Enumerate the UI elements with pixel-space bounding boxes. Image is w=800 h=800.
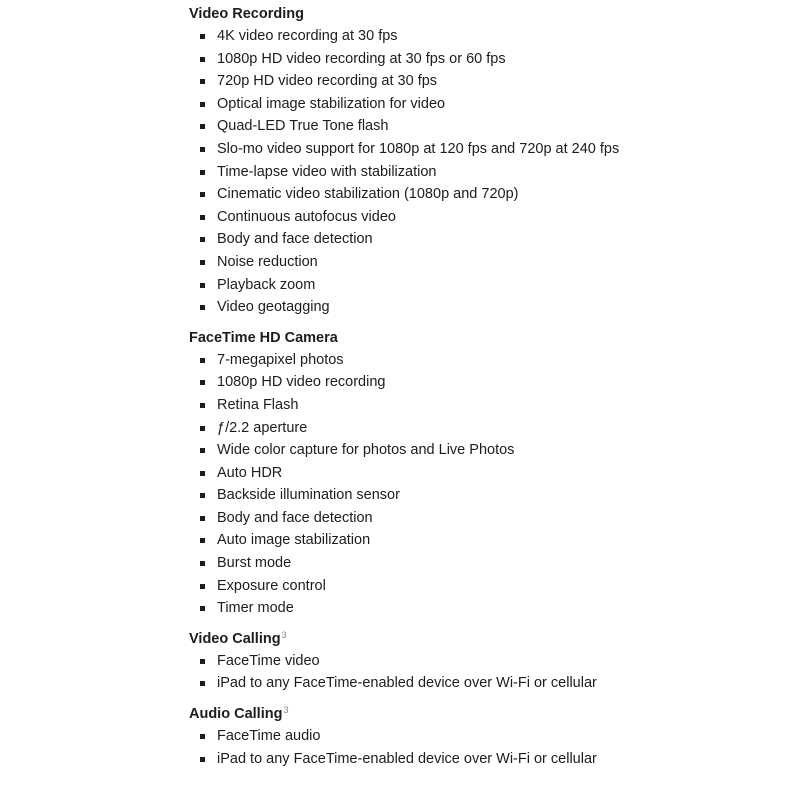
spec-page xyxy=(189,0,789,775)
list-item xyxy=(189,274,789,297)
list-item xyxy=(189,650,789,673)
list-item xyxy=(189,25,789,48)
bullet-square-icon xyxy=(200,448,205,453)
list-item xyxy=(189,371,789,394)
list-item-text: Optical image stabilization for video xyxy=(217,95,446,112)
bullet-square-icon xyxy=(200,516,205,521)
bullet-square-icon xyxy=(200,403,205,408)
list-item xyxy=(189,206,789,229)
list-item-text: Burst mode xyxy=(217,555,292,572)
list-item-text: Timer mode xyxy=(217,600,294,617)
list-item-text: Retina Flash xyxy=(217,396,299,413)
list-item xyxy=(189,748,789,771)
list-item-text: iPad to any FaceTime-enabled device over Wi-Fi or cellular xyxy=(217,750,597,767)
list-item xyxy=(189,394,789,417)
section-video-recording xyxy=(189,0,789,319)
list-item-text: Auto HDR xyxy=(217,464,283,481)
bullet-square-icon xyxy=(200,237,205,242)
bullet-square-icon xyxy=(200,260,205,265)
section-title: Audio Calling xyxy=(189,706,283,723)
bullet-square-icon xyxy=(200,215,205,220)
spec-list xyxy=(189,725,789,770)
bullet-square-icon xyxy=(200,102,205,107)
list-item xyxy=(189,417,789,440)
section-heading xyxy=(189,0,789,20)
bullet-square-icon xyxy=(200,170,205,175)
list-item xyxy=(189,529,789,552)
list-item xyxy=(189,439,789,462)
section-heading xyxy=(189,700,789,723)
list-item-text: Noise reduction xyxy=(217,253,318,270)
list-item xyxy=(189,48,789,71)
list-item-text: iPad to any FaceTime-enabled device over Wi-Fi or cellular xyxy=(217,675,597,692)
section-video-calling xyxy=(189,625,789,695)
bullet-square-icon xyxy=(200,681,205,686)
list-item-text: Exposure control xyxy=(217,577,326,594)
list-item-text: 4K video recording at 30 fps xyxy=(217,28,398,44)
bullet-square-icon xyxy=(200,538,205,543)
list-item-text: FaceTime audio xyxy=(217,728,321,745)
bullet-square-icon xyxy=(200,606,205,611)
list-item xyxy=(189,138,789,161)
bullet-square-icon xyxy=(200,426,205,431)
section-facetime-hd-camera xyxy=(189,324,789,620)
section-title: Video Recording xyxy=(189,6,304,22)
bullet-square-icon xyxy=(200,493,205,498)
list-item-text: Auto image stabilization xyxy=(217,532,371,549)
bullet-square-icon xyxy=(200,659,205,664)
bullet-square-icon xyxy=(200,380,205,385)
spec-list xyxy=(189,25,789,319)
spec-list xyxy=(189,349,789,620)
bullet-square-icon xyxy=(200,305,205,310)
list-item-text: FaceTime video xyxy=(217,652,320,669)
list-item xyxy=(189,251,789,274)
list-item-text: 720p HD video recording at 30 fps xyxy=(217,73,438,90)
list-item-text: Continuous autofocus video xyxy=(217,208,396,225)
list-item-text: Slo-mo video support for 1080p at 120 fps and 720p at 240 fps xyxy=(217,140,620,157)
list-item-text: Backside illumination sensor xyxy=(217,487,400,504)
list-item-text: Wide color capture for photos and Live Photos xyxy=(217,442,515,459)
list-item xyxy=(189,672,789,695)
list-item xyxy=(189,462,789,485)
bullet-square-icon xyxy=(200,79,205,84)
footnote-marker[interactable]: 3 xyxy=(283,705,289,716)
list-item xyxy=(189,228,789,251)
list-item-text: Cinematic video stabilization (1080p and 720p) xyxy=(217,186,519,203)
spec-list xyxy=(189,650,789,695)
list-item-text: Body and face detection xyxy=(217,509,373,526)
list-item xyxy=(189,183,789,206)
list-item xyxy=(189,484,789,507)
list-item-text: 1080p HD video recording at 30 fps or 60 fps xyxy=(217,50,506,67)
list-item xyxy=(189,575,789,598)
bullet-square-icon xyxy=(200,358,205,363)
section-title: Video Calling xyxy=(189,630,281,647)
list-item-text: Video geotagging xyxy=(217,299,330,316)
bullet-square-icon xyxy=(200,283,205,288)
list-item-text: 7-megapixel photos xyxy=(217,351,344,368)
footnote-marker[interactable]: 3 xyxy=(281,629,287,640)
list-item xyxy=(189,296,789,319)
bullet-square-icon xyxy=(200,57,205,62)
list-item xyxy=(189,161,789,184)
bullet-square-icon xyxy=(200,147,205,152)
list-item-text: Quad-LED True Tone flash xyxy=(217,118,389,135)
list-item xyxy=(189,115,789,138)
list-item xyxy=(189,507,789,530)
bullet-square-icon xyxy=(200,561,205,566)
bullet-square-icon xyxy=(200,34,205,39)
list-item xyxy=(189,597,789,620)
section-heading xyxy=(189,324,789,344)
section-audio-calling xyxy=(189,700,789,770)
list-item-text: Body and face detection xyxy=(217,231,373,248)
bullet-square-icon xyxy=(200,124,205,129)
list-item xyxy=(189,725,789,748)
list-item-text: 1080p HD video recording xyxy=(217,374,386,391)
bullet-square-icon xyxy=(200,757,205,762)
bullet-square-icon xyxy=(200,471,205,476)
list-item xyxy=(189,70,789,93)
bullet-square-icon xyxy=(200,734,205,739)
section-title: FaceTime HD Camera xyxy=(189,329,338,346)
section-heading xyxy=(189,625,789,645)
list-item-text: Time-lapse video with stabilization xyxy=(217,163,437,180)
list-item xyxy=(189,552,789,575)
list-item-text: Playback zoom xyxy=(217,276,316,293)
list-item-text: ƒ/2.2 aperture xyxy=(217,419,308,436)
bullet-square-icon xyxy=(200,192,205,197)
list-item xyxy=(189,93,789,116)
bullet-square-icon xyxy=(200,584,205,589)
list-item xyxy=(189,349,789,372)
